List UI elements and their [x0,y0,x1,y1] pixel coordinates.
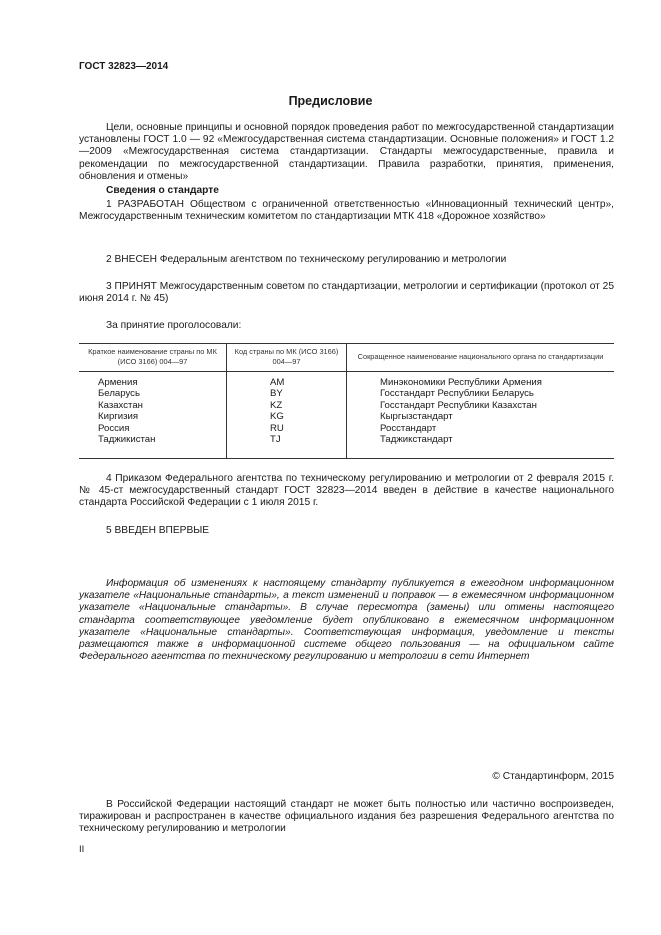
cell-code: RU [227,423,347,434]
item-developed: 1 РАЗРАБОТАН Обществом с ограниченной ответственностью «Инновационный технический центр», Межгосударственным техническим комитетом по стандартизации МТК 418 «Дорожное хозяйство» [79,199,614,223]
table-row [79,388,614,399]
item-adopted: 3 ПРИНЯТ Межгосударственным советом по стандартизации, метрологии и сертификации (протокол от 25 июня 2014 г. № 45) [79,281,614,305]
rights-notice: В Российской Федерации настоящий стандарт не может быть полностью или частично воспроизведен, тиражирован и распространен в качестве официального издания без разрешения Федерального агентства по техническому регулированию и метрологии [79,799,614,835]
cell-code: KG [227,411,347,422]
cell-code: TJ [227,434,347,459]
item-enacted: 4 Приказом Федерального агентства по техническому регулированию и метрологии от 2 февраля 2015 г. № 45-ст межгосударственный стандарт ГОСТ 32823—2014 введен в действие в качестве национального стандарта Российской Федерации с 1 июля 2015 г. [79,473,614,509]
copyright: © Стандартинформ, 2015 [492,771,614,782]
cell-code: BY [227,388,347,399]
table-row [79,400,614,411]
document-id: ГОСТ 32823—2014 [79,61,169,72]
votes-table [79,343,614,459]
cell-country: Казахстан [98,399,143,411]
cell-body: Госстандарт Республики Казахстан [347,400,615,411]
cell-country: Беларусь [98,388,140,400]
votes-label: За принятие проголосовали: [106,320,242,331]
header-country: Краткое наименование страны по МК (ИСО 3166) 004—97 [79,344,227,372]
cell-country: Киргизия [98,411,139,423]
cell-country: Армения [98,377,138,388]
cell-country: Россия [98,422,130,434]
cell-country: Таджикистан [98,434,156,446]
header-national-body: Сокращенное наименование национального органа по стандартизации [347,344,615,372]
info-heading: Сведения о стандарте [106,185,219,196]
table-row [79,423,614,434]
table-header-row [79,344,614,372]
item-first-introduced: 5 ВВЕДЕН ВПЕРВЫЕ [106,525,210,536]
amendments-notice: Информация об изменениях к настоящему стандарту публикуется в ежегодном информационном указателе «Национальные стандарты», а текст изменений и поправок — в ежемесячном информационном указателе «Национальные стандарты». В случае пересмотра (замены) или отмены настоящего стандарта соответствующее уведомление будет опубликовано в ежемесячном информационном указателе «Национальные стандарты». Соответствующая информация, уведомление и тексты размещаются также в информационной системе общего пользования — на официальном сайте Федерального агентства по техническому регулированию и метрологии в сети Интернет [79,578,614,663]
cell-code: AM [227,372,347,389]
cell-body: Росстандарт [347,423,615,434]
cell-code: KZ [227,400,347,411]
item-submitted: 2 ВНЕСЕН Федеральным агентством по техническому регулированию и метрологии [106,254,507,265]
cell-body: Минэкономики Республики Армения [347,372,615,389]
header-code: Код страны по МК (ИСО 3166) 004—97 [227,344,347,372]
table-row [79,372,614,389]
page-number: II [79,844,85,855]
table-row [79,434,614,459]
cell-body: Кыргызстандарт [347,411,615,422]
cell-body: Таджикстандарт [347,434,615,459]
table-row [79,411,614,422]
cell-body: Госстандарт Республики Беларусь [347,388,615,399]
intro-paragraph: Цели, основные принципы и основной порядок проведения работ по межгосударственной стандартизации установлены ГОСТ 1.0 — 92 «Межгосударственная система стандартизации. Основные положения» и ГОСТ 1.2—2009 «Межгосударственная система стандартизации. Стандарты межгосударственные, правила и рекомендации по межгосударственной стандартизации. Правила разработки, принятия, применения, обновления и отмены» [79,122,614,182]
page-title: Предисловие [288,94,373,108]
